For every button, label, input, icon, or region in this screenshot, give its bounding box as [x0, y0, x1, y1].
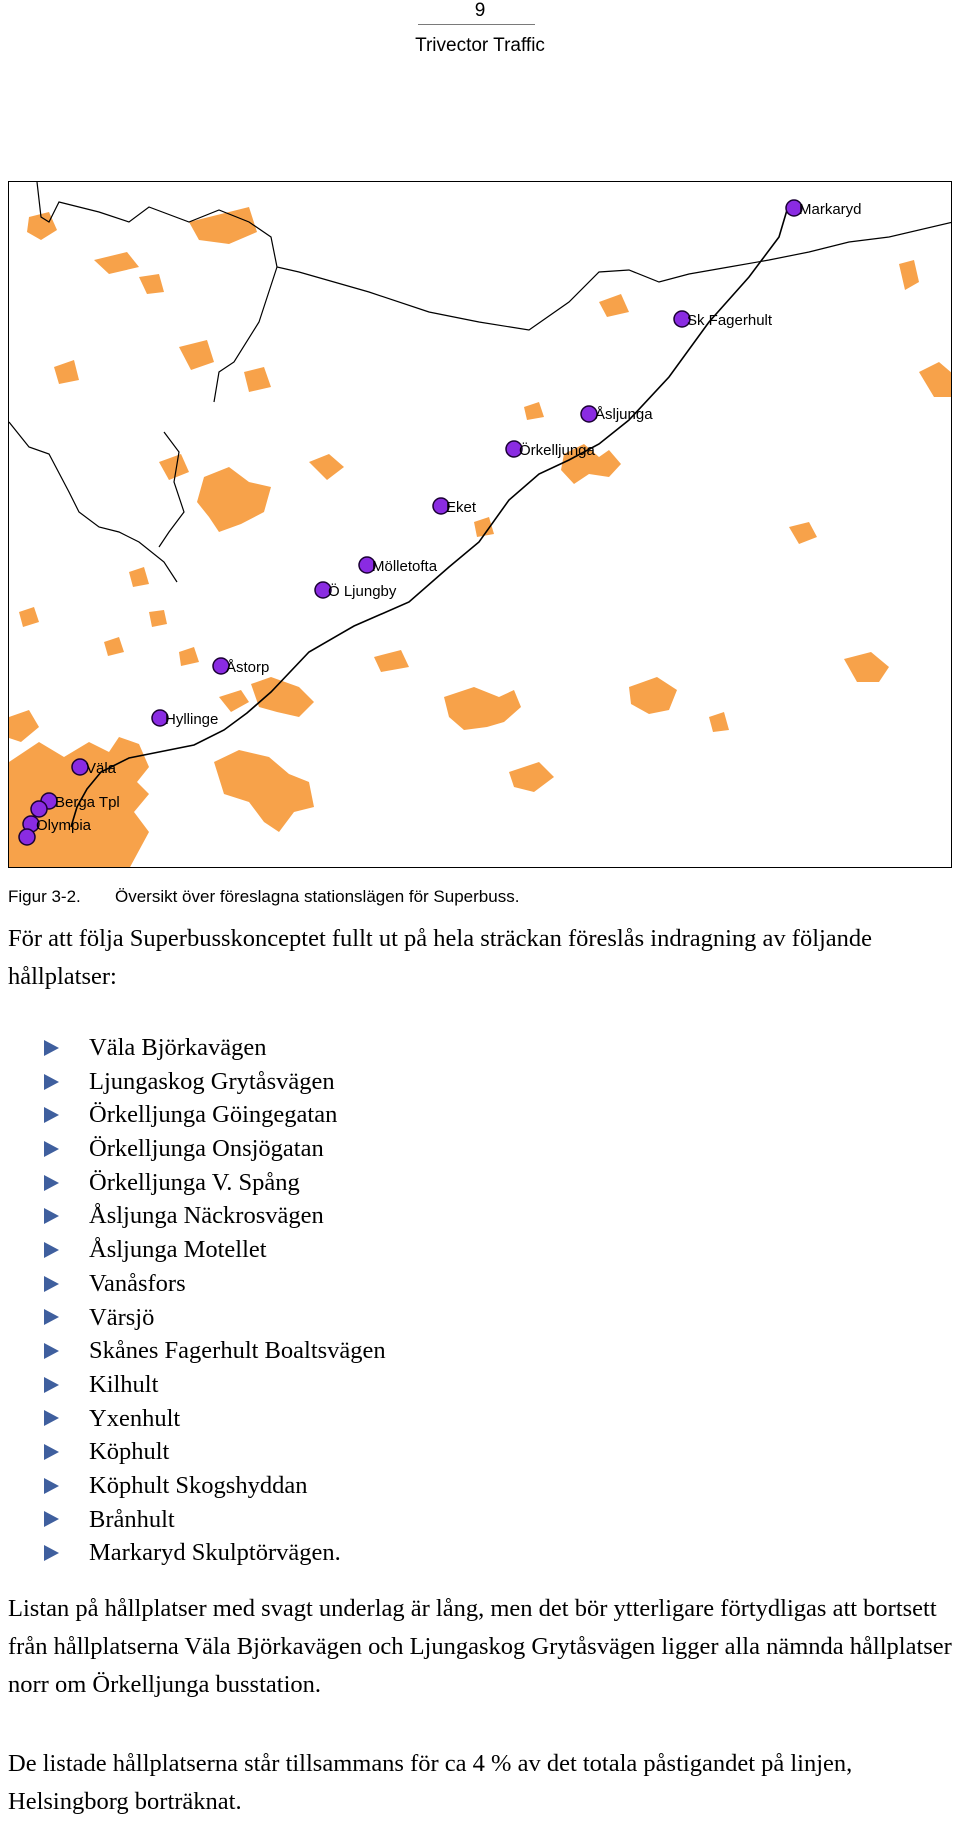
figure-caption: [8, 886, 519, 908]
urban-areas: [9, 207, 952, 868]
station-labels: [36, 201, 862, 834]
list-item: [44, 1132, 386, 1166]
list-item-label: Åsljunga Näckrosvägen: [89, 1202, 324, 1230]
list-item: [44, 1267, 386, 1301]
figure-caption-text: Översikt över föreslagna stationslägen för Superbuss.: [115, 887, 520, 906]
triangle-bullet-icon: [44, 1208, 59, 1224]
list-item-label: Örkelljunga Göingegatan: [89, 1101, 338, 1129]
urban-area-astorp-east: [219, 690, 249, 712]
urban-area-ljungbyhed: [444, 687, 521, 730]
station-label: Hyllinge: [165, 711, 219, 728]
urban-area-bjuv: [214, 750, 314, 832]
urban-area-w-3: [54, 360, 79, 384]
list-item-label: Skånes Fagerhult Boaltsvägen: [89, 1337, 386, 1365]
list-item: [44, 1166, 386, 1200]
urban-area-c-2: [129, 567, 149, 587]
triangle-bullet-icon: [44, 1410, 59, 1426]
urban-area-klippan-n: [159, 454, 189, 480]
urban-area-c-3: [179, 647, 199, 666]
list-item: [44, 1435, 386, 1469]
list-item-label: Örkelljunga V. Spång: [89, 1168, 300, 1196]
urban-area-c-4: [374, 650, 409, 672]
urban-area-perstorp: [629, 677, 677, 714]
paragraph: Listan på hållplatser med svagt underlag är lång, men det bör ytterligare förtydligas att bortsett från hållplatserna Väla Björkavägen och Ljungaskog Grytåsvägen ligger alla nämnda hållplatser norr om Örkelljunga busstation.: [8, 1595, 952, 1698]
page-number: 9: [474, 0, 486, 21]
list-item: [44, 1233, 386, 1267]
triangle-bullet-icon: [44, 1545, 59, 1561]
urban-area-east-4: [899, 260, 919, 290]
list-item-label: Kilhult: [89, 1370, 159, 1398]
list-item-label: Värsjö: [89, 1303, 155, 1331]
urban-area-c-12: [149, 610, 167, 627]
urban-area-east-3: [789, 522, 817, 544]
station-map: [8, 181, 952, 868]
triangle-bullet-icon: [44, 1040, 59, 1056]
list-item-label: Ljungaskog Grytåsvägen: [89, 1067, 335, 1095]
list-item-label: Köphult Skogshyddan: [89, 1471, 308, 1499]
station-label: Åstorp: [226, 659, 270, 676]
list-item: [44, 1469, 386, 1503]
intro-paragraph: För att följa Superbusskonceptet fullt ut på hela sträckan föreslås indragning av följande hållplatser:: [8, 925, 873, 990]
border-coast: [9, 422, 177, 582]
list-item-label: Åsljunga Motellet: [89, 1236, 267, 1264]
list-item-label: Örkelljunga Onsjögatan: [89, 1135, 324, 1163]
list-item-label: Köphult: [89, 1438, 170, 1466]
paragraph: De listade hållplatserna står tillsammans för ca 4 % av det totala påstigandet på linjen, Helsingborg borträknat.: [8, 1750, 853, 1815]
triangle-bullet-icon: [44, 1141, 59, 1157]
list-item: [44, 1098, 386, 1132]
list-item: [44, 1301, 386, 1335]
list-item: [44, 1536, 386, 1570]
urban-area-nw-3: [189, 207, 257, 244]
station-label: Åsljunga: [595, 406, 653, 423]
triangle-bullet-icon: [44, 1242, 59, 1258]
company-name: Trivector Traffic: [415, 35, 545, 56]
urban-area-c-11: [104, 637, 124, 656]
list-item: [44, 1368, 386, 1402]
triangle-bullet-icon: [44, 1175, 59, 1191]
stop-list: [44, 1031, 386, 1570]
station-label: Markaryd: [799, 201, 862, 218]
triangle-bullet-icon: [44, 1511, 59, 1527]
urban-area-klippan: [197, 467, 271, 532]
urban-area-w-1: [179, 340, 214, 370]
urban-area-c-5: [524, 402, 544, 420]
triangle-bullet-icon: [44, 1309, 59, 1325]
list-item-label: Väla Björkavägen: [89, 1034, 267, 1061]
urban-area-c-9: [709, 712, 729, 732]
header-rule: [418, 24, 535, 25]
urban-area-c-10: [19, 607, 39, 627]
triangle-bullet-icon: [44, 1107, 59, 1123]
border-inner-west: [159, 432, 184, 547]
urban-area-c-1: [309, 454, 344, 480]
urban-area-helsingborg-north: [9, 710, 39, 742]
station-label: Ö Ljungby: [328, 583, 397, 600]
station-marker-olympia-2: [19, 829, 35, 845]
list-item: [44, 1065, 386, 1099]
urban-area-nw-4: [139, 274, 164, 294]
triangle-bullet-icon: [44, 1343, 59, 1359]
urban-area-nw-2: [94, 252, 139, 274]
station-label: Örkelljunga: [519, 442, 595, 459]
triangle-bullet-icon: [44, 1276, 59, 1292]
figure-number: Figur 3-2.: [8, 887, 81, 906]
station-label: Väla: [86, 760, 117, 777]
triangle-bullet-icon: [44, 1377, 59, 1393]
station-label: Eket: [446, 499, 477, 516]
urban-area-c-6: [509, 762, 554, 792]
station-label: Mölletofta: [372, 558, 438, 575]
list-item-label: Markaryd Skulptörvägen.: [89, 1539, 341, 1567]
urban-area-c-8: [599, 294, 629, 317]
list-item: [44, 1503, 386, 1537]
urban-area-east-2: [919, 362, 952, 397]
station-marker-berga-tpl-2: [31, 801, 47, 817]
list-item: [44, 1199, 386, 1233]
triangle-bullet-icon: [44, 1444, 59, 1460]
urban-area-east-1: [844, 652, 889, 682]
list-item-label: Yxenhult: [89, 1404, 181, 1432]
station-label: Olympia: [36, 817, 92, 834]
triangle-bullet-icon: [44, 1074, 59, 1090]
urban-area-astorp: [251, 677, 314, 717]
urban-area-w-2: [244, 367, 271, 392]
station-label: Berga Tpl: [55, 794, 120, 811]
list-item-label: Brånhult: [89, 1505, 175, 1533]
list-item-label: Vanåsfors: [89, 1269, 186, 1297]
list-item: [44, 1402, 386, 1436]
list-item: [44, 1031, 386, 1065]
list-item: [44, 1334, 386, 1368]
station-label: Sk Fagerhult: [687, 312, 773, 329]
triangle-bullet-icon: [44, 1478, 59, 1494]
